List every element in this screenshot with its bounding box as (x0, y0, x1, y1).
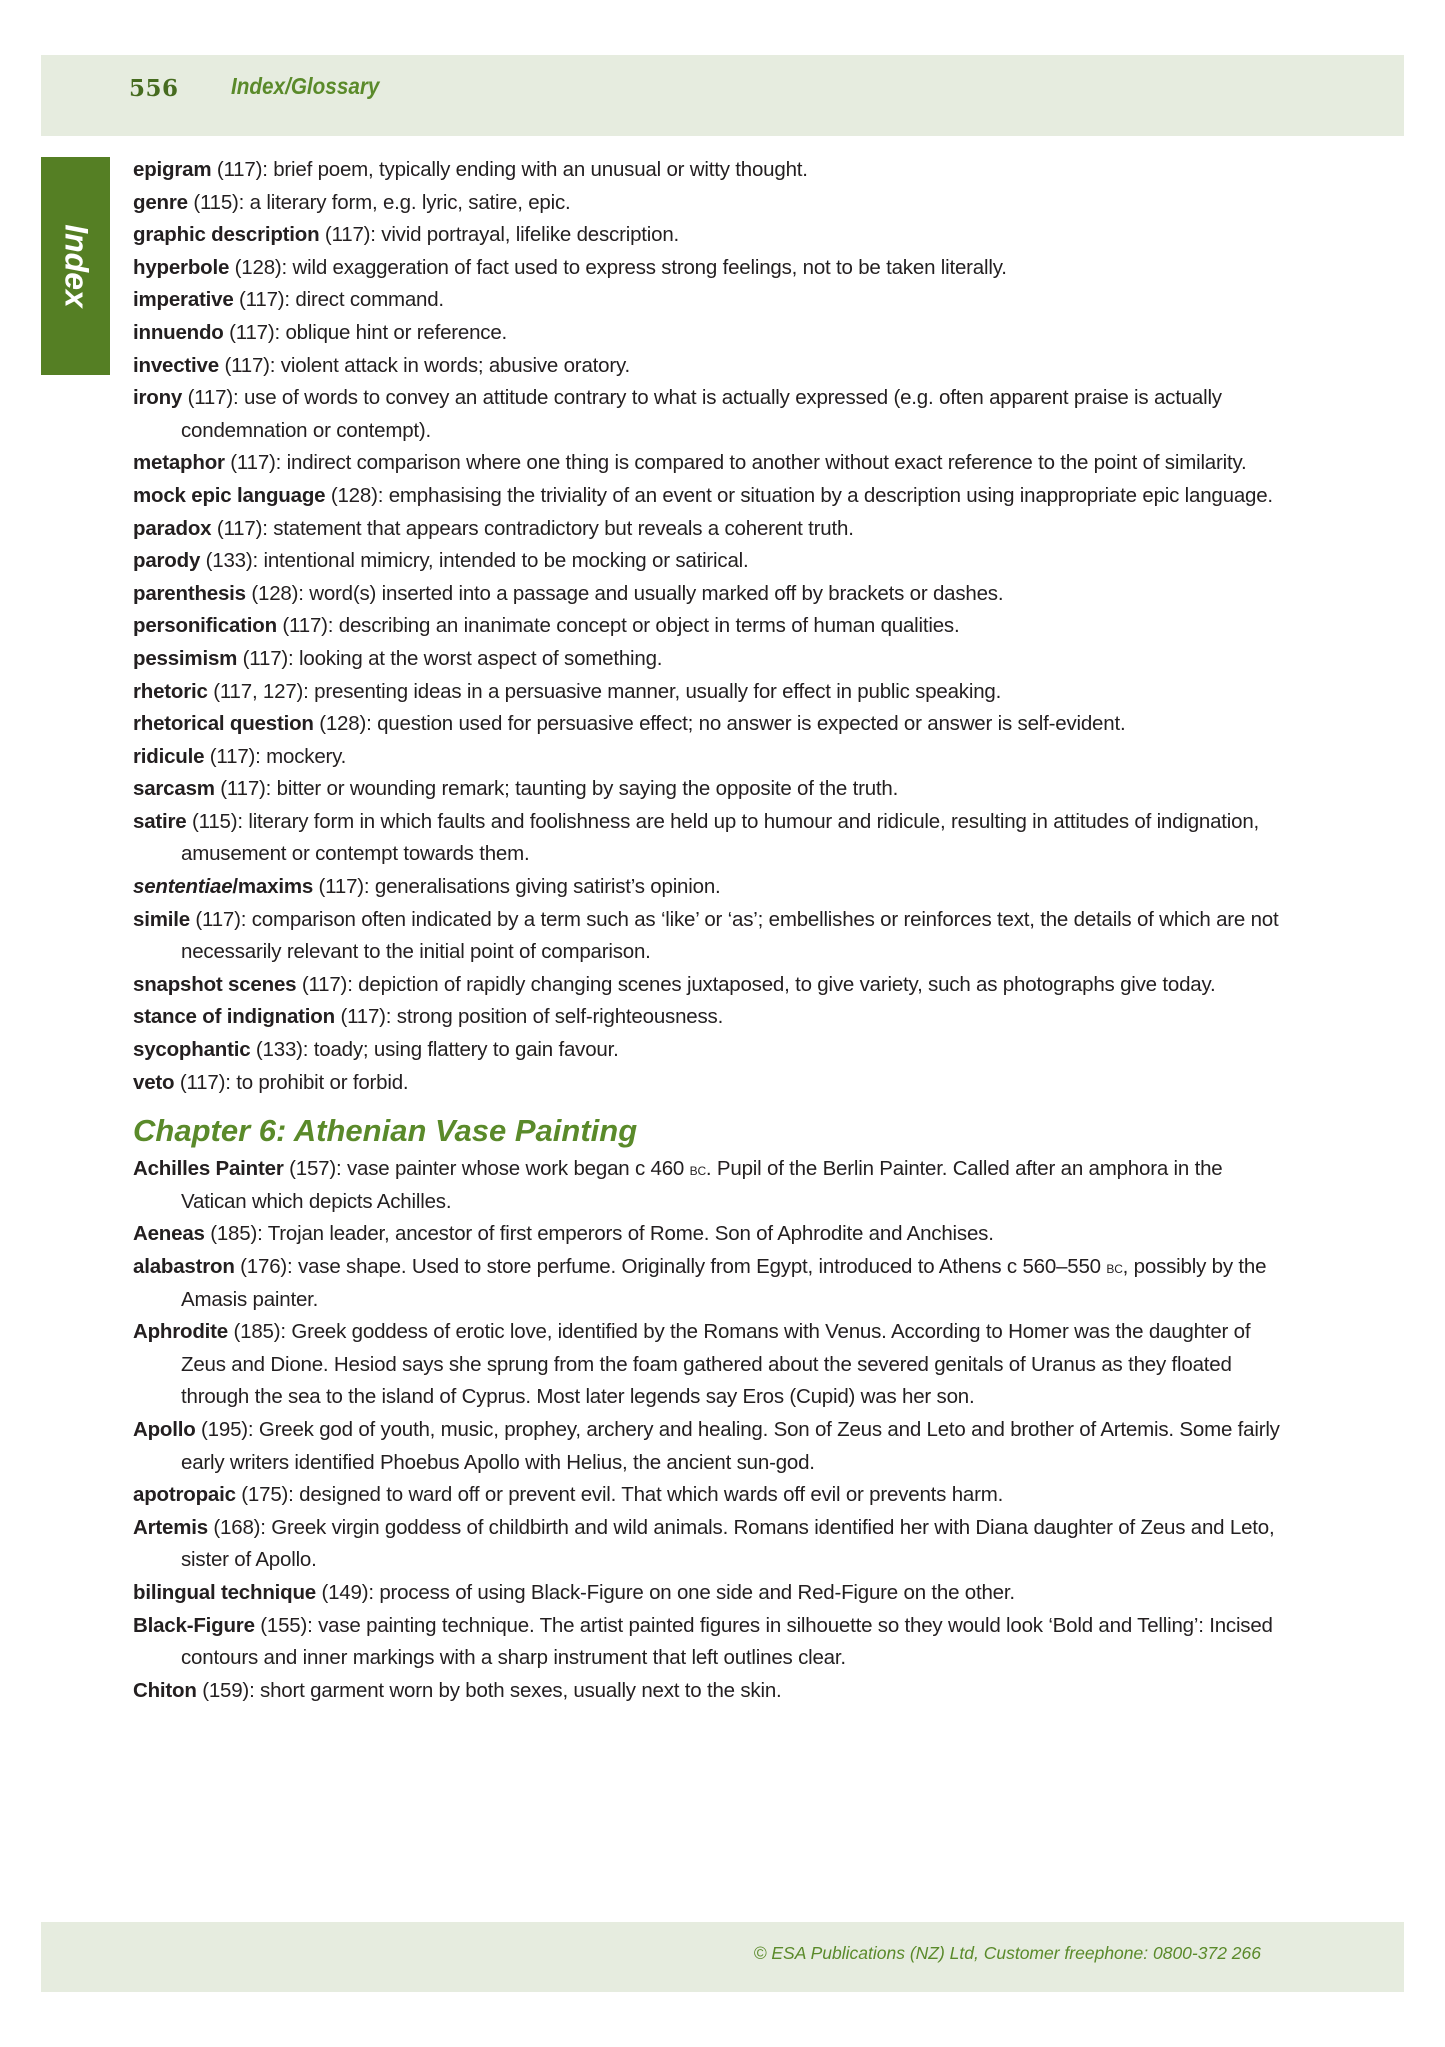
glossary-definition: : indirect comparison where one thing is compared to another without exact reference to the point of similarity. (275, 451, 1247, 475)
glossary-page-ref: (117) (182, 386, 233, 410)
glossary-definition: : literary form in which faults and foolishness are held up to humour and ridicule, resulting in attitudes of indignation, amusement or contempt towards them. (181, 809, 1260, 866)
glossary-entry (133, 1001, 1293, 1034)
glossary-page-ref: (133) (200, 549, 253, 573)
glossary-term: mock epic language (133, 483, 326, 507)
glossary-page-ref: (117) (276, 614, 328, 638)
glossary-definition: : comparison often indicated by a term such as ‘like’ or ‘as’; embellishes or reinforces text, the details of which are not necessarily relevant to the initial point of comparison. (181, 907, 1279, 964)
glossary-definition: : intentional mimicry, intended to be mocking or satirical. (252, 549, 749, 573)
glossary-entry (133, 1034, 1293, 1067)
glossary-term: ridicule (133, 744, 205, 768)
glossary-definition: : word(s) inserted into a passage and usually marked off by brackets or dashes. (298, 581, 1004, 605)
glossary-entry (133, 350, 1293, 383)
glossary-page-ref: (195) (195, 1417, 248, 1441)
glossary-definition: : oblique hint or reference. (274, 320, 508, 344)
glossary-term: stance of indignation (133, 1005, 335, 1029)
glossary-page-ref: (117) (319, 223, 371, 247)
glossary-term: Aeneas (133, 1222, 205, 1246)
glossary-term: veto (133, 1070, 175, 1094)
glossary-entry (133, 513, 1293, 546)
glossary-term: pessimism (133, 646, 238, 670)
glossary-definition: : vivid portrayal, lifelike description. (370, 223, 680, 247)
glossary-section-literary-terms (133, 154, 1293, 1099)
glossary-term: paradox (133, 516, 212, 540)
glossary-definition: : to prohibit or forbid. (225, 1070, 409, 1094)
glossary-term: rhetorical question (133, 712, 314, 736)
glossary-definition: : Trojan leader, ancestor of first emperors of Rome. Son of Aphrodite and Anchises. (257, 1222, 994, 1246)
glossary-term: /maxims (232, 875, 314, 899)
glossary-term: simile (133, 907, 190, 931)
glossary-page-ref: (117) (211, 158, 263, 181)
glossary-entry (133, 643, 1293, 676)
glossary-term-italic: sententiae (133, 875, 233, 899)
glossary-term: irony (133, 386, 183, 410)
glossary-term: graphic description (133, 223, 320, 247)
glossary-page-ref: (117) (224, 451, 276, 475)
glossary-entry (133, 382, 1293, 447)
glossary-entry (133, 1251, 1293, 1316)
glossary-entry (133, 1153, 1293, 1218)
footer-copyright: © ESA Publications (NZ) Ltd, Customer freephone: 0800-372 266 (753, 1943, 1261, 1963)
page-footer (41, 1922, 1404, 1992)
glossary-page-ref: (128) (245, 581, 299, 605)
glossary-term: innuendo (133, 320, 224, 344)
glossary-definition: : a literary form, e.g. lyric, satire, epic. (238, 190, 571, 214)
glossary-definition: : brief poem, typically ending with an unusual or witty thought. (262, 158, 808, 181)
glossary-term: genre (133, 190, 188, 214)
glossary-page-ref: (128) (325, 483, 378, 507)
glossary-page-ref: (157) (283, 1157, 336, 1181)
glossary-page-ref: (117) (174, 1070, 226, 1094)
glossary-definition: : violent attack in words; abusive oratory. (269, 353, 630, 377)
glossary-entry (133, 773, 1293, 806)
glossary-page-ref: (159) (196, 1678, 250, 1702)
glossary-entry (133, 969, 1293, 1002)
glossary-definition: : bitter or wounding remark; taunting by saying the opposite of the truth. (265, 777, 899, 801)
glossary-entry (133, 317, 1293, 350)
glossary-page-ref: (117) (189, 907, 241, 931)
glossary-page-ref: (128) (313, 712, 367, 736)
glossary-term: imperative (133, 288, 234, 312)
glossary-page-ref: (117) (296, 972, 348, 996)
glossary-entry (133, 1610, 1293, 1675)
page-number: 556 (129, 75, 179, 102)
glossary-entry (133, 904, 1293, 969)
glossary-page-ref: (117) (214, 777, 266, 801)
glossary-term: parody (133, 549, 201, 573)
glossary-definition: : wild exaggeration of fact used to express strong feelings, not to be taken literally. (281, 255, 1007, 279)
glossary-term: Aphrodite (133, 1320, 228, 1344)
glossary-entry (133, 1218, 1293, 1251)
page-header (41, 55, 1404, 136)
glossary-definition: : short garment worn by both sexes, usually next to the skin. (249, 1678, 782, 1702)
glossary-term: alabastron (133, 1255, 235, 1278)
glossary-page-ref: (117, 127) (207, 679, 304, 703)
glossary-definition: : presenting ideas in a persuasive manner, usually for effect in public speaking. (303, 679, 1002, 703)
glossary-definition: : looking at the worst aspect of something. (288, 646, 663, 670)
glossary-entry (133, 219, 1293, 252)
glossary-term: rhetoric (133, 679, 208, 703)
glossary-page-ref: (115) (186, 809, 238, 833)
index-side-tab (41, 157, 110, 375)
glossary-term: bilingual technique (133, 1580, 316, 1604)
glossary-page-ref: (185) (204, 1222, 258, 1246)
glossary-page-ref: (117) (223, 320, 275, 344)
glossary-page-ref: (117) (233, 288, 285, 312)
glossary-page-ref: (176) (234, 1255, 288, 1278)
glossary-definition: : process of using Black-Figure on one side and Red-Figure on the other. (368, 1580, 1015, 1604)
glossary-term: Chiton (133, 1678, 197, 1702)
glossary-term: Black-Figure (133, 1613, 255, 1637)
glossary-page-ref: (117) (313, 875, 364, 899)
glossary-definition: : question used for persuasive effect; no answer is expected or answer is self-evident. (366, 712, 1126, 736)
glossary-entry (133, 284, 1293, 317)
glossary-term: sarcasm (133, 777, 215, 801)
glossary-page-ref: (117) (334, 1005, 386, 1029)
glossary-term: sycophantic (133, 1038, 251, 1062)
glossary-page-ref: (175) (235, 1483, 289, 1507)
running-head: Index/Glossary (231, 73, 380, 99)
glossary-page-ref: (149) (315, 1580, 369, 1604)
index-side-tab-label: Index (58, 224, 94, 308)
glossary-term: Achilles Painter (133, 1157, 284, 1181)
glossary-page-ref: (133) (250, 1038, 303, 1062)
glossary-entry (133, 676, 1293, 709)
glossary-page-ref: (128) (229, 255, 282, 279)
glossary-entry (133, 1675, 1293, 1708)
glossary-entry (133, 1414, 1293, 1479)
glossary-term: snapshot scenes (133, 972, 297, 996)
glossary-page-ref: (155) (254, 1613, 308, 1637)
glossary-definition: : depiction of rapidly changing scenes juxtaposed, to give variety, such as photographs give today. (347, 972, 1216, 996)
glossary-section-vase-painting (133, 1153, 1293, 1707)
glossary-definition: : emphasising the triviality of an event or situation by a description using inappropriate epic language. (377, 483, 1273, 507)
glossary-term: personification (133, 614, 277, 638)
glossary-entry (133, 708, 1293, 741)
glossary-page-ref: (117) (237, 646, 289, 670)
glossary-entry (133, 1316, 1293, 1414)
glossary-page-ref: (117) (204, 744, 256, 768)
glossary-definition: : vase painting technique. The artist painted figures in silhouette so they would look ‘Bold and Telling’: Incised contours and inner markings with a sharp instrument that left outlines clear. (181, 1613, 1273, 1670)
glossary-entry (133, 806, 1293, 871)
glossary-term: apotropaic (133, 1483, 236, 1507)
glossary-term: invective (133, 353, 219, 377)
glossary-definition: : designed to ward off or prevent evil. That which wards off evil or prevents harm. (288, 1483, 1004, 1507)
glossary-entry (133, 252, 1293, 285)
glossary-term: Apollo (133, 1417, 196, 1441)
glossary-entry (133, 1577, 1293, 1610)
glossary-term: epigram (133, 158, 212, 181)
glossary-entry (133, 1512, 1293, 1577)
glossary-page-ref: (185) (228, 1320, 281, 1344)
glossary-definition: : generalisations giving satirist’s opinion. (363, 875, 721, 899)
glossary-entry (133, 1067, 1293, 1100)
glossary-entry (133, 154, 1293, 187)
glossary-page-ref: (168) (207, 1515, 261, 1539)
glossary-entry (133, 187, 1293, 220)
glossary-definition: : vase painter whose work began c 460 bc. Pupil of the Berlin Painter. Called after an amphora in the Vatican which depicts Achilles. (181, 1157, 1223, 1213)
glossary-definition: : Greek god of youth, music, prophey, archery and healing. Son of Zeus and Leto and brother of Artemis. Some fairly early writers identified Phoebus Apollo with Helius, the ancient sun-god. (181, 1417, 1280, 1474)
glossary-definition: : Greek virgin goddess of childbirth and wild animals. Romans identified her with Diana daughter of Zeus and Leto, sister of Apollo. (181, 1515, 1275, 1572)
glossary-entry (133, 578, 1293, 611)
glossary-definition: : toady; using flattery to gain favour. (302, 1038, 619, 1062)
glossary-entry (133, 610, 1293, 643)
glossary-definition: : strong position of self-righteousness. (385, 1005, 724, 1029)
glossary-term: parenthesis (133, 581, 246, 605)
glossary-term: metaphor (133, 451, 225, 475)
glossary-entry (133, 545, 1293, 578)
era-abbreviation: bc (1106, 1257, 1123, 1277)
glossary-definition: : direct command. (284, 288, 444, 312)
glossary-page-ref: (117) (218, 353, 270, 377)
chapter-heading: Chapter 6: Athenian Vase Painting (133, 1113, 638, 1149)
glossary-page-ref: (117) (211, 516, 263, 540)
glossary-definition: : describing an inanimate concept or object in terms of human qualities. (327, 614, 960, 638)
glossary-definition: : Greek goddess of erotic love, identified by the Romans with Venus. According to Homer was the daughter of Zeus and Dione. Hesiod says she sprung from the foam gathered about the severed genitals of Uranus as they floated through the sea to the island of Cyprus. Most later legends say Eros (Cupid) was her son. (181, 1320, 1251, 1409)
glossary-term: satire (133, 809, 187, 833)
glossary-content (133, 154, 1293, 1707)
glossary-entry (133, 871, 1293, 904)
glossary-definition: : mockery. (255, 744, 347, 768)
glossary-definition: : statement that appears contradictory but reveals a coherent truth. (262, 516, 854, 540)
era-abbreviation: bc (689, 1159, 706, 1180)
glossary-entry (133, 480, 1293, 513)
glossary-entry (133, 1479, 1293, 1512)
glossary-definition: : vase shape. Used to store perfume. Originally from Egypt, introduced to Athens c 560–550 bc, possibly by the Amasis painter. (181, 1255, 1267, 1311)
glossary-entry (133, 447, 1293, 480)
glossary-term: hyperbole (133, 255, 230, 279)
glossary-entry (133, 741, 1293, 774)
glossary-term: Artemis (133, 1515, 208, 1539)
glossary-page-ref: (115) (187, 190, 239, 214)
glossary-definition: : use of words to convey an attitude contrary to what is actually expressed (e.g. often apparent praise is actually condemnation or contempt). (181, 386, 1222, 442)
